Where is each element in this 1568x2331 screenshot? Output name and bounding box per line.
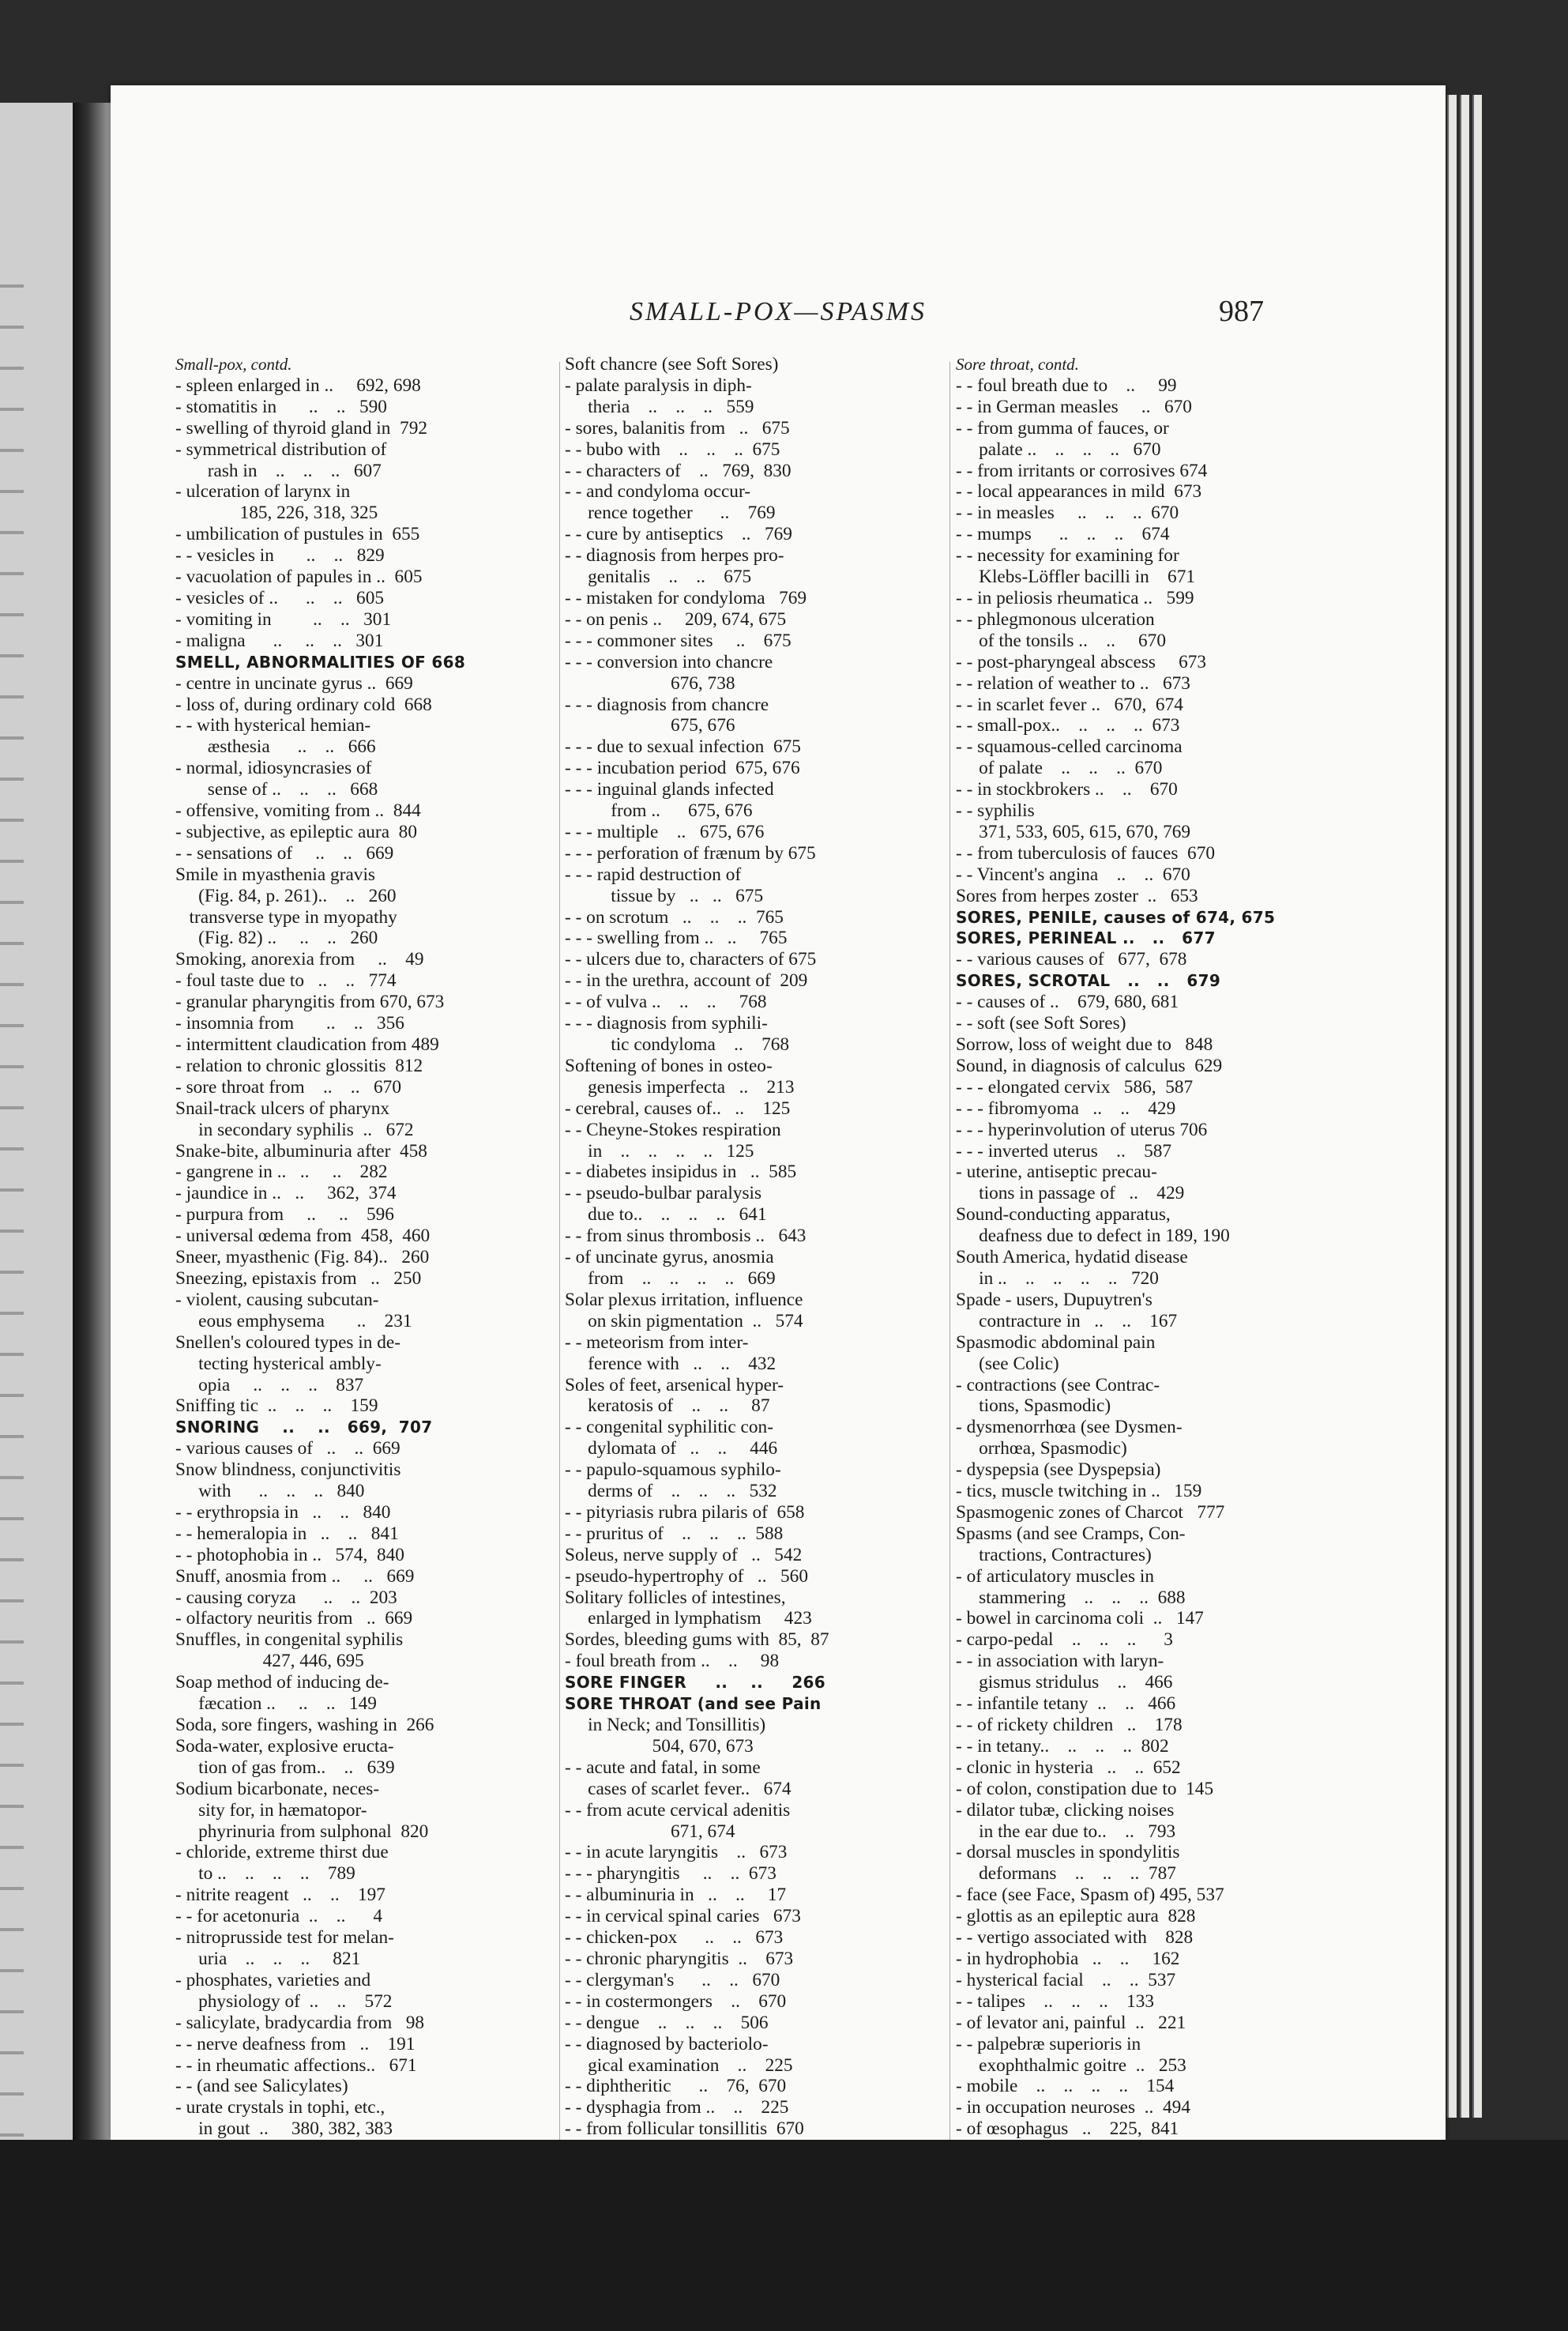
index-entry: tions, Spasmodic) xyxy=(956,1395,1111,1417)
index-entry: - - congenital syphilitic con- xyxy=(565,1417,773,1438)
page-edge-3 xyxy=(1472,95,1482,2118)
index-entry: - jaundice in .. .. 362, 374 xyxy=(175,1183,397,1204)
index-entry: - of uncinate gyrus, anosmia xyxy=(565,1247,774,1268)
index-entry: Klebs-Löffler bacilli in 671 xyxy=(956,567,1196,588)
index-entry: - vesicles of .. .. .. 605 xyxy=(175,587,384,608)
column-divider xyxy=(949,362,950,2144)
index-entry: Spade - users, Dupuytren's xyxy=(956,1289,1152,1310)
index-entry: - foul taste due to .. .. 774 xyxy=(175,970,397,992)
index-entry: - pseudo-hypertrophy of .. 560 xyxy=(565,1565,808,1587)
index-entry: - - papulo-squamous syphilo- xyxy=(565,1459,781,1481)
index-entry: - vomiting in .. .. 301 xyxy=(175,608,392,630)
index-entry: enlarged in lymphatism 423 xyxy=(565,1608,812,1629)
index-entry: - - of vulva .. .. .. 768 xyxy=(565,992,767,1013)
index-entry: theria .. .. .. 559 xyxy=(565,396,754,417)
index-entry: SORES, SCROTAL .. .. 679 xyxy=(956,971,1221,991)
index-entry: - - - due to sexual infection 675 xyxy=(565,736,801,758)
index-entry: - loss of, during ordinary cold 668 xyxy=(175,694,432,715)
index-entry: - - - swelling from .. .. 765 xyxy=(565,928,788,949)
index-entry: - - in rheumatic affections.. 671 xyxy=(175,2054,417,2076)
index-entry: exophthalmic goitre .. 253 xyxy=(956,2054,1186,2076)
index-entry: - carpo-pedal .. .. .. 3 xyxy=(956,1629,1173,1651)
facing-page-text-strip xyxy=(0,261,24,2157)
index-entry: - normal, idiosyncrasies of xyxy=(175,758,372,779)
index-entry: - universal œdema from 458, 460 xyxy=(175,1226,431,1247)
index-entry: - symmetrical distribution of xyxy=(175,439,387,460)
index-entry: uria .. .. .. 821 xyxy=(175,1948,361,1969)
index-entry: to .. .. .. .. 789 xyxy=(175,1863,355,1885)
index-entry: - foul breath from .. .. 98 xyxy=(565,1651,780,1672)
index-entry: Spasms (and see Cramps, Con- xyxy=(956,1523,1186,1544)
index-entry: Sorrow, loss of weight due to 848 xyxy=(956,1034,1213,1055)
index-entry: - - dysphagia from .. .. 225 xyxy=(565,2097,789,2118)
index-entry: - - small-pox.. .. .. .. 673 xyxy=(956,715,1180,736)
index-entry: - dysmenorrhœa (see Dysmen- xyxy=(956,1417,1183,1438)
index-entry: - - various causes of 677, 678 xyxy=(956,949,1187,970)
index-column-1 xyxy=(175,354,513,2140)
index-entry: - - cure by antiseptics .. 769 xyxy=(565,524,792,545)
index-entry: - - - diagnosis from syphili- xyxy=(565,1013,768,1034)
index-entry: - - vesicles in .. .. 829 xyxy=(175,545,385,567)
index-entry: Sniffing tic .. .. .. 159 xyxy=(175,1395,378,1417)
index-entry: ference with .. .. 432 xyxy=(565,1353,776,1374)
index-entry: Sores from herpes zoster .. 653 xyxy=(956,885,1198,906)
index-entry: (see Colic) xyxy=(956,1353,1059,1374)
index-entry: due to.. .. .. .. 641 xyxy=(565,1204,767,1226)
index-entry: - - nerve deafness from .. 191 xyxy=(175,2033,416,2054)
index-entry: Smoking, anorexia from .. 49 xyxy=(175,949,424,970)
index-entry: - - - inguinal glands infected xyxy=(565,779,774,800)
index-entry: - - relation of weather to .. 673 xyxy=(956,672,1190,694)
index-entry: - - - fibromyoma .. .. 429 xyxy=(956,1098,1176,1119)
index-entry: - vacuolation of papules in .. 605 xyxy=(175,567,423,588)
index-entry: from .. 675, 676 xyxy=(565,800,753,822)
index-entry: - - on penis .. 209, 674, 675 xyxy=(565,608,787,630)
index-entry: - - in costermongers .. 670 xyxy=(565,1990,787,2012)
index-entry: - - pruritus of .. .. .. 588 xyxy=(565,1523,784,1544)
index-entry: - - in measles .. .. .. 670 xyxy=(956,503,1179,524)
index-entry: - - - conversion into chancre xyxy=(565,651,773,672)
index-entry: on skin pigmentation .. 574 xyxy=(565,1310,803,1331)
index-entry: physiology of .. .. 572 xyxy=(175,1990,393,2012)
index-entry: tions in passage of .. 429 xyxy=(956,1183,1185,1204)
index-entry: - contractions (see Contrac- xyxy=(956,1374,1160,1395)
index-entry: South America, hydatid disease xyxy=(956,1247,1188,1268)
index-entry: Sordes, bleeding gums with 85, 87 xyxy=(565,1629,829,1651)
index-entry: Spasmodic abdominal pain xyxy=(956,1331,1156,1353)
index-entry: transverse type in myopathy xyxy=(175,906,397,928)
index-entry: rence together .. 769 xyxy=(565,503,776,524)
index-entry: dylomata of .. .. 446 xyxy=(565,1438,778,1459)
index-entry: - dyspepsia (see Dyspepsia) xyxy=(956,1459,1161,1481)
index-entry: - - syphilis xyxy=(956,800,1035,822)
index-entry: - - - diagnosis from chancre xyxy=(565,694,769,715)
index-entry: - - in the urethra, account of 209 xyxy=(565,970,808,992)
index-entry: Soda-water, explosive eructa- xyxy=(175,1735,394,1757)
index-entry: fæcation .. .. .. 149 xyxy=(175,1693,377,1715)
index-entry: in .. .. .. .. .. 720 xyxy=(956,1267,1159,1289)
index-entry: Snellen's coloured types in de- xyxy=(175,1331,400,1353)
index-entry: in secondary syphilis .. 672 xyxy=(175,1119,414,1140)
index-entry: in gout .. 380, 382, 383 xyxy=(175,2118,393,2140)
column-divider xyxy=(559,362,560,2144)
index-entry: - - from gumma of fauces, or xyxy=(956,417,1169,439)
index-entry: - granular pharyngitis from 670, 673 xyxy=(175,992,445,1013)
index-entry: - - vertigo associated with 828 xyxy=(956,1927,1194,1949)
index-entry: rash in .. .. .. 607 xyxy=(175,460,382,481)
index-entry: - phosphates, varieties and xyxy=(175,1969,371,1990)
index-entry: Sound-conducting apparatus, xyxy=(956,1204,1171,1226)
index-entry: - - post-pharyngeal abscess 673 xyxy=(956,651,1207,672)
index-entry: - uterine, antiseptic precau- xyxy=(956,1162,1157,1183)
index-entry: (Fig. 82) .. .. .. 260 xyxy=(175,928,378,949)
index-entry: SORES, PERINEAL .. .. 677 xyxy=(956,928,1216,948)
index-entry: gical examination .. 225 xyxy=(565,2054,793,2076)
index-entry: - - - rapid destruction of xyxy=(565,864,742,885)
index-entry: - umbilication of pustules in 655 xyxy=(175,524,420,545)
index-entry: in Neck; and Tonsillitis) xyxy=(565,1715,766,1735)
index-entry: - - from tuberculosis of fauces 670 xyxy=(956,842,1215,864)
index-entry: Sound, in diagnosis of calculus 629 xyxy=(956,1055,1223,1076)
index-entry: - maligna .. .. .. 301 xyxy=(175,630,384,651)
index-entry: - - from acute cervical adenitis xyxy=(565,1799,791,1821)
page-edge-2 xyxy=(1460,95,1469,2118)
index-entry: gismus stridulus .. 466 xyxy=(956,1672,1173,1693)
index-entry: deafness due to defect in 189, 190 xyxy=(956,1226,1230,1247)
index-entry: SORE FINGER .. .. 266 xyxy=(565,1673,825,1693)
index-entry: SNORING .. .. 669, 707 xyxy=(175,1418,433,1437)
index-entry: - cerebral, causes of.. .. 125 xyxy=(565,1098,791,1119)
index-entry: - palate paralysis in diph- xyxy=(565,375,752,396)
index-entry: Soda, sore fingers, washing in 266 xyxy=(175,1715,434,1735)
page-number: 987 xyxy=(1219,295,1264,328)
index-entry: - violent, causing subcutan- xyxy=(175,1289,379,1310)
index-entry: Snail-track ulcers of pharynx xyxy=(175,1098,390,1119)
index-entry: - - - inverted uterus .. 587 xyxy=(956,1140,1172,1162)
index-entry: - of articulatory muscles in xyxy=(956,1565,1155,1587)
index-entry: Snake-bite, albuminuria after 458 xyxy=(175,1140,427,1162)
index-entry: - - in German measles .. 670 xyxy=(956,396,1192,417)
index-entry: - offensive, vomiting from .. 844 xyxy=(175,800,421,822)
index-entry: - - acute and fatal, in some xyxy=(565,1757,761,1778)
index-entry: - - pityriasis rubra pilaris of 658 xyxy=(565,1501,805,1523)
index-entry: - nitroprusside test for melan- xyxy=(175,1927,394,1949)
index-entry: - - Cheyne-Stokes respiration xyxy=(565,1119,781,1140)
index-entry: - stomatitis in .. .. 590 xyxy=(175,396,387,417)
index-entry: - mobile .. .. .. .. 154 xyxy=(956,2076,1175,2097)
index-entry: - - ulcers due to, characters of 675 xyxy=(565,949,817,970)
index-entry: - - in stockbrokers .. .. 670 xyxy=(956,779,1178,800)
index-entry: Solar plexus irritation, influence xyxy=(565,1289,803,1310)
index-entry: - - - multiple .. 675, 676 xyxy=(565,821,765,842)
index-entry: Snuff, anosmia from .. .. 669 xyxy=(175,1565,415,1587)
index-entry: Soleus, nerve supply of .. 542 xyxy=(565,1544,803,1565)
index-entry: Soap method of inducing de- xyxy=(175,1672,389,1693)
index-entry: - gangrene in .. .. .. 282 xyxy=(175,1162,388,1183)
index-entry: Snow blindness, conjunctivitis xyxy=(175,1459,401,1481)
index-entry: - - squamous-celled carcinoma xyxy=(956,736,1183,758)
index-entry: SMELL, ABNORMALITIES OF 668 xyxy=(175,652,466,672)
index-entry: phyrinuria from sulphonal 820 xyxy=(175,1821,429,1842)
index-entry: - centre in uncinate gyrus .. 669 xyxy=(175,672,413,694)
index-entry: sense of .. .. .. 668 xyxy=(175,779,378,800)
index-page xyxy=(111,85,1446,2140)
index-entry: - various causes of .. .. 669 xyxy=(175,1438,400,1459)
index-entry: - - (and see Salicylates) xyxy=(175,2076,348,2097)
index-entry: - - palpebræ superioris in xyxy=(956,2033,1141,2054)
index-entry: Snuffles, in congenital syphilis xyxy=(175,1629,404,1651)
index-entry: - - - hyperinvolution of uterus 706 xyxy=(956,1119,1208,1140)
index-entry: - ulceration of larynx in xyxy=(175,481,351,503)
index-entry: tic condyloma .. 768 xyxy=(565,1034,790,1055)
index-entry: of the tonsils .. .. 670 xyxy=(956,630,1166,651)
index-entry: - - diphtheritic .. 76, 670 xyxy=(565,2076,787,2097)
index-entry: - - in peliosis rheumatica .. 599 xyxy=(956,587,1194,608)
index-entry: - - from follicular tonsillitis 670 xyxy=(565,2118,804,2140)
index-entry: - face (see Face, Spasm of) 495, 537 xyxy=(956,1885,1224,1906)
index-entry: 185, 226, 318, 325 xyxy=(175,503,378,524)
index-entry: - olfactory neuritis from .. 669 xyxy=(175,1608,413,1629)
index-entry: - - sensations of .. .. 669 xyxy=(175,842,394,864)
index-entry: Softening of bones in osteo- xyxy=(565,1055,773,1076)
index-entry: - swelling of thyroid gland in 792 xyxy=(175,417,428,439)
index-entry: - urate crystals in tophi, etc., xyxy=(175,2097,385,2118)
index-entry: 371, 533, 605, 615, 670, 769 xyxy=(956,821,1191,842)
index-entry: - glottis as an epileptic aura 828 xyxy=(956,1906,1196,1927)
index-entry: Sodium bicarbonate, neces- xyxy=(175,1778,380,1799)
index-entry: from .. .. .. .. 669 xyxy=(565,1267,776,1289)
index-entry: - - clergyman's .. .. 670 xyxy=(565,1969,780,1990)
index-entry: - purpura from .. .. 596 xyxy=(175,1204,394,1226)
index-entry: - - - commoner sites .. 675 xyxy=(565,630,792,651)
index-entry: - - albuminuria in .. .. 17 xyxy=(565,1885,787,1906)
index-entry: tractions, Contractures) xyxy=(956,1544,1152,1565)
index-entry: of palate .. .. .. 670 xyxy=(956,758,1163,779)
scan-background xyxy=(0,2140,1568,2331)
index-entry: Sore throat, contd. xyxy=(956,355,1079,374)
index-entry: contracture in .. .. 167 xyxy=(956,1310,1178,1331)
index-entry: - - on scrotum .. .. .. 765 xyxy=(565,906,784,928)
index-entry: - tics, muscle twitching in .. 159 xyxy=(956,1481,1202,1502)
index-entry: - - - incubation period 675, 676 xyxy=(565,758,800,779)
index-entry: Solitary follicles of intestines, xyxy=(565,1587,786,1608)
index-entry: - - causes of .. 679, 680, 681 xyxy=(956,992,1179,1013)
index-entry: - - from irritants or corrosives 674 xyxy=(956,460,1208,481)
index-entry: with .. .. .. 840 xyxy=(175,1481,365,1502)
index-entry: - - meteorism from inter- xyxy=(565,1331,749,1353)
index-entry: - - photophobia in .. 574, 840 xyxy=(175,1544,404,1565)
index-entry: - - from sinus thrombosis .. 643 xyxy=(565,1226,807,1247)
index-entry: - - - perforation of frænum by 675 xyxy=(565,842,816,864)
index-entry: - - and condyloma occur- xyxy=(565,481,750,503)
index-entry: 675, 676 xyxy=(565,715,735,736)
index-entry: - - diagnosed by bacteriolo- xyxy=(565,2033,769,2054)
index-entry: Soles of feet, arsenical hyper- xyxy=(565,1374,784,1395)
index-entry: - nitrite reagent .. .. 197 xyxy=(175,1885,385,1906)
index-entry: genitalis .. .. 675 xyxy=(565,567,752,588)
index-entry: - - mumps .. .. .. 674 xyxy=(956,524,1170,545)
index-entry: in .. .. .. .. 125 xyxy=(565,1140,754,1162)
index-entry: - - in association with laryn- xyxy=(956,1651,1164,1672)
index-entry: - - hemeralopia in .. .. 841 xyxy=(175,1523,399,1544)
index-entry: - relation to chronic glossitis 812 xyxy=(175,1055,423,1076)
book-gutter xyxy=(73,103,111,2331)
index-entry: - spleen enlarged in .. 692, 698 xyxy=(175,375,421,396)
index-entry: 671, 674 xyxy=(565,1821,735,1842)
index-entry: Small-pox, contd. xyxy=(175,355,292,374)
index-entry: - - talipes .. .. .. 133 xyxy=(956,1990,1155,2012)
index-entry: - subjective, as epileptic aura 80 xyxy=(175,821,417,842)
facing-page-edge xyxy=(0,103,73,2331)
index-entry: - clonic in hysteria .. .. 652 xyxy=(956,1757,1181,1778)
index-entry: - dorsal muscles in spondylitis xyxy=(956,1842,1180,1863)
index-entry: - hysterical facial .. .. 537 xyxy=(956,1969,1176,1990)
running-head: SMALL-POX—SPASMS xyxy=(629,297,927,326)
index-entry: - - diabetes insipidus in .. 585 xyxy=(565,1162,797,1183)
index-entry: keratosis of .. .. 87 xyxy=(565,1395,770,1417)
index-entry: 504, 670, 673 xyxy=(565,1735,754,1757)
index-entry: - - Vincent's angina .. .. 670 xyxy=(956,864,1190,885)
index-entry: - causing coryza .. .. 203 xyxy=(175,1587,397,1608)
index-entry: Smile in myasthenia gravis xyxy=(175,864,375,885)
page-header xyxy=(111,297,1446,337)
index-entry: tecting hysterical ambly- xyxy=(175,1353,382,1374)
index-entry: - - - pharyngitis .. .. 673 xyxy=(565,1863,776,1885)
index-entry: Soft chancre (see Soft Sores) xyxy=(565,354,779,375)
index-entry: - of levator ani, painful .. 221 xyxy=(956,2012,1186,2033)
index-entry: eous emphysema .. 231 xyxy=(175,1310,412,1331)
index-entry: SORE THROAT (and see Pain xyxy=(565,1694,822,1714)
index-entry: - - - elongated cervix 586, 587 xyxy=(956,1076,1194,1098)
index-entry: Sneer, myasthenic (Fig. 84).. 260 xyxy=(175,1247,430,1268)
index-entry: - - diagnosis from herpes pro- xyxy=(565,545,784,567)
index-entry: Spasmogenic zones of Charcot 777 xyxy=(956,1501,1225,1523)
index-entry: - insomnia from .. .. 356 xyxy=(175,1013,404,1034)
index-entry: - - in scarlet fever .. 670, 674 xyxy=(956,694,1183,715)
index-entry: deformans .. .. .. 787 xyxy=(956,1863,1176,1885)
index-entry: opia .. .. .. 837 xyxy=(175,1374,364,1395)
index-entry: - - soft (see Soft Sores) xyxy=(956,1013,1126,1034)
index-entry: - - dengue .. .. .. 506 xyxy=(565,2012,769,2033)
index-entry: sity for, in hæmatopor- xyxy=(175,1799,367,1821)
index-entry: Sneezing, epistaxis from .. 250 xyxy=(175,1267,422,1289)
index-entry: - of œsophagus .. 225, 841 xyxy=(956,2118,1179,2140)
index-entry: - intermittent claudication from 489 xyxy=(175,1034,439,1055)
index-entry: stammering .. .. .. 688 xyxy=(956,1587,1186,1608)
index-entry: genesis imperfecta .. 213 xyxy=(565,1076,795,1098)
index-entry: - - pseudo-bulbar paralysis xyxy=(565,1183,762,1204)
index-entry: - of colon, constipation due to 145 xyxy=(956,1778,1214,1799)
index-entry: SORES, PENILE, causes of 674, 675 xyxy=(956,907,1276,927)
index-entry: orrhœa, Spasmodic) xyxy=(956,1438,1127,1459)
index-entry: - in occupation neuroses .. 494 xyxy=(956,2097,1190,2118)
index-entry: - - in acute laryngitis .. 673 xyxy=(565,1842,788,1863)
index-column-3 xyxy=(956,354,1294,2140)
index-entry: - sore throat from .. .. 670 xyxy=(175,1076,401,1098)
index-entry: - - with hysterical hemian- xyxy=(175,715,371,736)
index-entry: - - necessity for examining for xyxy=(956,545,1179,567)
index-entry: - salicylate, bradycardia from 98 xyxy=(175,2012,425,2033)
index-entry: - - chicken-pox .. .. 673 xyxy=(565,1927,784,1949)
index-entry: æsthesia .. .. 666 xyxy=(175,736,376,758)
index-entry: - - local appearances in mild 673 xyxy=(956,481,1202,503)
index-entry: - - characters of .. 769, 830 xyxy=(565,460,792,481)
index-entry: - bowel in carcinoma coli .. 147 xyxy=(956,1608,1204,1629)
index-entry: palate .. .. .. .. 670 xyxy=(956,439,1161,460)
index-entry: tion of gas from.. .. 639 xyxy=(175,1757,395,1778)
index-entry: - - for acetonuria .. .. 4 xyxy=(175,1906,382,1927)
index-entry: - - bubo with .. .. .. 675 xyxy=(565,439,780,460)
index-entry: - dilator tubæ, clicking noises xyxy=(956,1799,1175,1821)
index-entry: - - chronic pharyngitis .. 673 xyxy=(565,1948,794,1969)
index-entry: in the ear due to.. .. 793 xyxy=(956,1821,1176,1842)
index-entry: 427, 446, 695 xyxy=(175,1651,364,1672)
index-entry: - - foul breath due to .. 99 xyxy=(956,375,1177,396)
page-edge-1 xyxy=(1447,95,1457,2118)
index-entry: (Fig. 84, p. 261).. .. 260 xyxy=(175,885,397,906)
index-entry: tissue by .. .. 675 xyxy=(565,885,764,906)
index-entry: 676, 738 xyxy=(565,672,735,694)
index-entry: - in hydrophobia .. .. 162 xyxy=(956,1948,1180,1969)
index-entry: - chloride, extreme thirst due xyxy=(175,1842,389,1863)
index-entry: derms of .. .. .. 532 xyxy=(565,1481,777,1502)
index-entry: - sores, balanitis from .. 675 xyxy=(565,417,790,439)
index-entry: - - in tetany.. .. .. .. 802 xyxy=(956,1735,1169,1757)
index-column-2 xyxy=(565,354,903,2140)
index-entry: cases of scarlet fever.. 674 xyxy=(565,1778,792,1799)
index-entry: - - mistaken for condyloma 769 xyxy=(565,587,807,608)
index-entry: - - phlegmonous ulceration xyxy=(956,608,1155,630)
index-entry: - - erythropsia in .. .. 840 xyxy=(175,1501,391,1523)
index-entry: - - infantile tetany .. .. 466 xyxy=(956,1693,1176,1715)
index-entry: - - of rickety children .. 178 xyxy=(956,1715,1183,1735)
index-entry: - - in cervical spinal caries 673 xyxy=(565,1906,801,1927)
